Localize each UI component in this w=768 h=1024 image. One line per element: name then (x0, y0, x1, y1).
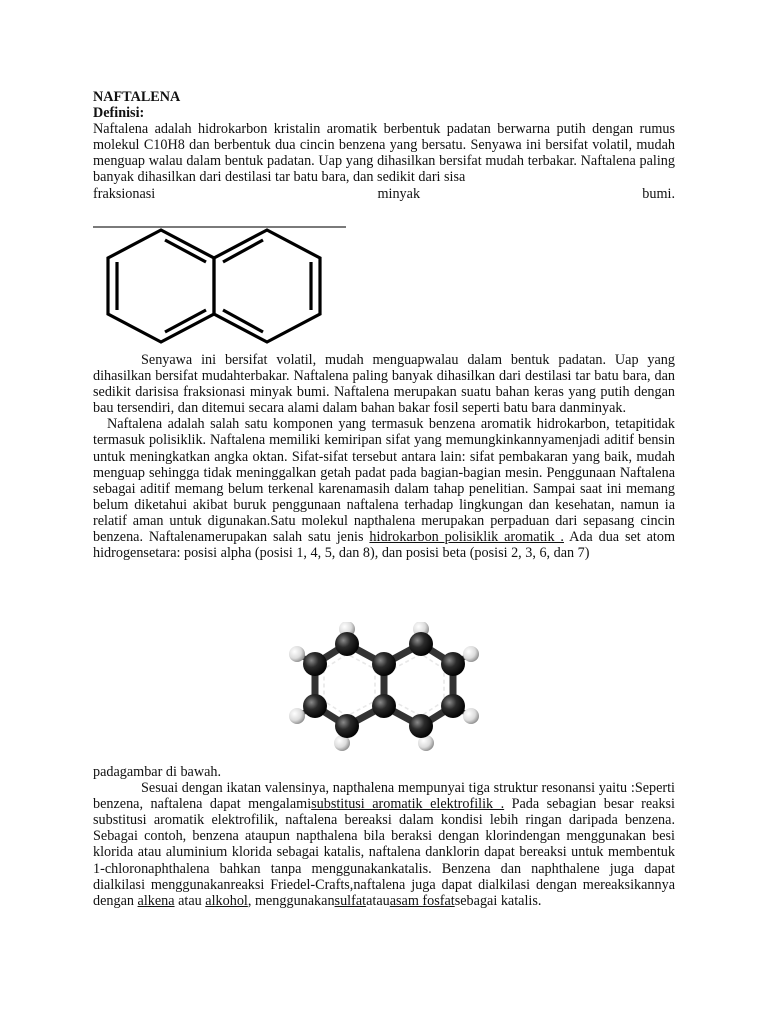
intro-block (93, 89, 675, 202)
link-sulfat[interactable]: sulfat (334, 892, 367, 909)
naphthalene-structure-diagram (105, 222, 331, 348)
link-substitusi-aromatik[interactable]: substitusi aromatik elektrofilik . (311, 796, 505, 813)
link-alkena[interactable]: alkena (137, 892, 175, 909)
paragraph-substitution: Sesuai dengan ikatan valensinya, napthalena mempunyai tiga struktur resonansi yaitu :Seperti benzena, naftalena dapat mengalamisubstitusi aromatik elektrofilik . Pada sebagian besar reaksi substitusi aromatik elektrofilik, naftalena bereaksi dalam kondisi lebih ringan daripada benzena. Sebagai contoh, benzena ataupun napthalena bila beraksi dengan klorindengan menggunakan besi klorida atau aluminium klorida sebagai katalis, naftalena danklorin dapat bereaksi untuk membentuk 1-chloronaphthalena bahkan tanpa menggunakankatalis. Benzena dan naphthalene juga dapat dialkilasi menggunakanreaksi Friedel-Crafts,naftalena juga dapat dialkilasi dengan mereaksikannya dengan alkena atau alkohol, menggunakansulfatatauasam fosfatsebagai katalis. (93, 780, 675, 909)
definition-heading: Definisi: (93, 105, 145, 122)
body-text-1 (93, 352, 675, 561)
link-hidrokarbon-polisiklik[interactable]: hidrokarbon polisiklik aromatik . (369, 529, 564, 546)
link-asam-fosfat[interactable]: asam fosfat (389, 892, 455, 909)
caption-continuation: padagambar di bawah. (93, 764, 222, 780)
definition-last-line: fraksionasi minyak bumi. (93, 185, 675, 202)
body-text-2 (93, 764, 675, 909)
paragraph-volatile: Senyawa ini bersifat volatil, mudah menguapwalau dalam bentuk padatan. Uap yang dihasilkan bersifat mudahterbakar. Naftalena paling banyak dihasilkan dari destilasi tar batu bara, dan sedikit darisisa fraksionasi minyak bumi. Naftalena merupakan suatu bahan keras yang putih dengan bau tersendiri, dan ditemui secara alami dalam bahan bakar fosil seperti batu bara danminyak. (93, 352, 675, 417)
definition-paragraph: Naftalena adalah hidrokarbon kristalin aromatik berbentuk padatan berwarna putih dengan rumus molekul C10H8 dan berbentuk dua cincin benzena yang bersatu. Senyawa ini bersifat volatil, mudah menguap walau dalam bentuk padatan. Uap yang dihasilkan bersifat mudah terbakar. Naftalena paling banyak dihasilkan dari destilasi tar batu bara, dan sedikit dari sisa (93, 121, 675, 186)
paragraph-aromatic: Naftalena adalah salah satu komponen yang termasuk benzena aromatik hidrokarbon, tetapitidak termasuk polisiklik. Naftalena memiliki kemiripan sifat yang memungkinkannyamenjadi aditif bensin untuk meningkatkan angka oktan. Sifat-sifat tersebut antara lain: sifat pembakaran yang baik, mudah menguap sehingga tidak meninggalkan getah padat pada bagian-bagian mesin. Penggunaan Naftalena sebagai aditif memang belum terkenal karenamasih dalam tahap penelitian. Sampai saat ini memang belum diketahui akibat buruk penggunaan naftalena terhadap lingkungan dan kesehatan, namun ia relatif aman untuk digunakan.Satu molekul napthalena merupakan perpaduan dari sepasang cincin benzena. Naftalenamerupakan salah satu jenis hidrokarbon polisiklik aromatik . Ada dua set atom hidrogensetara: posisi alpha (posisi 1, 4, 5, dan 8), dan posisi beta (posisi 2, 3, 6, dan 7) (93, 416, 675, 562)
link-alkohol[interactable]: alkohol (205, 892, 248, 909)
document-title: NAFTALENA (93, 89, 181, 105)
naphthalene-ball-stick-model (285, 622, 485, 752)
